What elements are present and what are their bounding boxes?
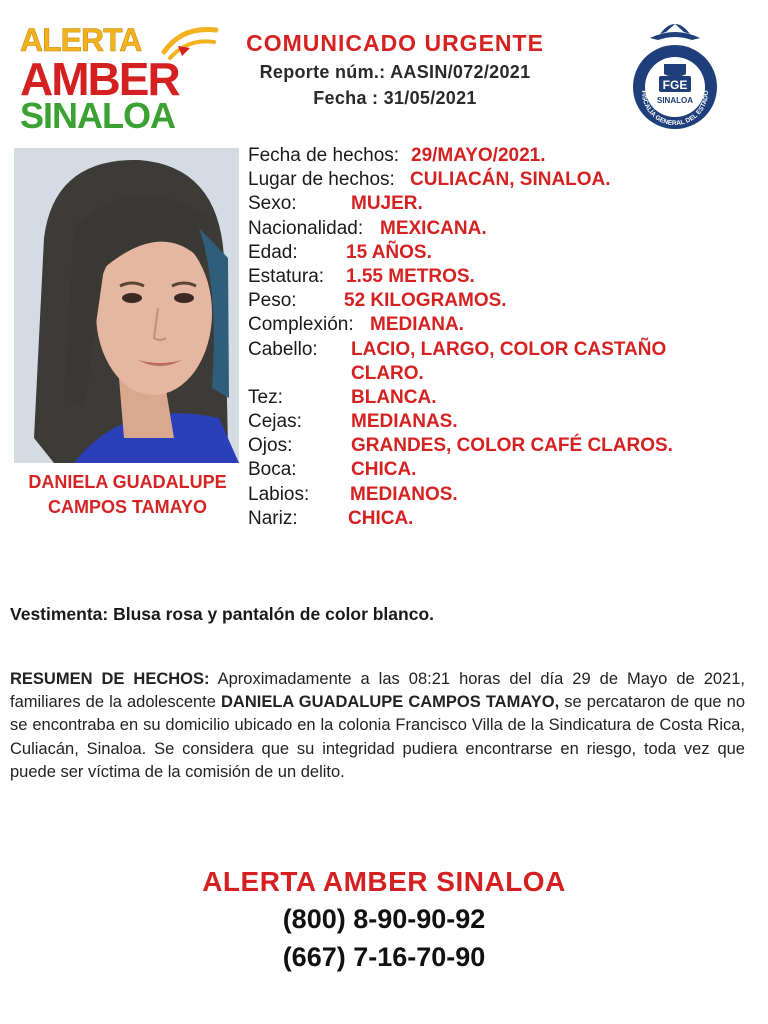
detail-value: MEDIANA. [370, 314, 464, 336]
seal-abbr: FGE [662, 78, 688, 92]
detail-value: CLARO. [351, 362, 424, 384]
detail-label: Cabello: [248, 338, 318, 360]
fge-seal-icon [620, 12, 730, 132]
fge-seal [620, 12, 730, 132]
clothing-description: Vestimenta: Blusa rosa y pantalón de color blanco. [10, 604, 434, 624]
detail-label: Boca: [248, 459, 297, 481]
detail-label: Nariz: [248, 507, 298, 529]
detail-value: MEDIANAS. [351, 411, 458, 433]
detail-value: CHICA. [348, 507, 414, 529]
detail-row [248, 313, 748, 337]
detail-label: Lugar de hechos: [248, 169, 395, 191]
detail-value: 52 KILOGRAMOS. [344, 290, 507, 312]
alerta-amber-logo [20, 22, 220, 136]
person-details-list [248, 144, 748, 531]
detail-value: CULIACÁN, SINALOA. [410, 169, 611, 191]
name-line-2: CAMPOS TAMAYO [47, 497, 207, 517]
detail-label: Tez: [248, 386, 283, 408]
detail-row [248, 217, 748, 241]
incident-summary [10, 668, 745, 784]
phone-number-1[interactable]: (800) 8-90-90-92 [282, 904, 486, 934]
detail-label: Edad: [248, 241, 298, 263]
logo-word-sinaloa: SINALOA [20, 95, 175, 136]
detail-label: Peso: [248, 290, 297, 312]
logo-swoosh-icon [160, 22, 220, 62]
detail-label: Cejas: [248, 411, 302, 433]
detail-row [248, 483, 748, 507]
missing-person-name [10, 470, 245, 520]
summary-text-part1: Aproximadamente a las 08:21 horas del día 29 de Mayo de 2021, familiares de la adolescente [10, 670, 745, 712]
report-number: Reporte núm.: AASIN/072/2021 [259, 62, 531, 82]
detail-value: GRANDES, COLOR CAFÉ CLAROS. [351, 435, 673, 457]
detail-label: Ojos: [248, 435, 293, 457]
summary-text-part2: se percataron de que no se encontraba en su domicilio ubicado en la colonia Francisco Villa de la Sindicatura de Costa Rica, Culiacán, Sinaloa. Se considera que su integridad pudiera encontrarse en riesgo, toda vez que puede ser víctima de la comisión de un delito. [10, 693, 745, 781]
detail-row [248, 265, 748, 289]
footer-title: ALERTA AMBER SINALOA [202, 866, 566, 897]
detail-value: MEXICANA. [380, 217, 487, 239]
detail-value: CHICA. [351, 459, 417, 481]
detail-row [248, 168, 748, 192]
portrait-image [14, 148, 239, 463]
detail-value: BLANCA. [351, 386, 437, 408]
name-line-1: DANIELA GUADALUPE [28, 472, 227, 492]
detail-label: Nacionalidad: [248, 217, 364, 239]
summary-label: RESUMEN DE HECHOS: [10, 670, 210, 688]
summary-person-name: DANIELA GUADALUPE CAMPOS TAMAYO, [221, 693, 560, 712]
detail-value: 29/MAYO/2021. [411, 145, 546, 166]
detail-label: Sexo: [248, 193, 297, 215]
detail-row [248, 192, 748, 216]
detail-row [248, 458, 748, 482]
missing-person-photo [14, 148, 239, 463]
detail-label: Complexión: [248, 314, 354, 336]
report-header [225, 30, 565, 109]
detail-value: MUJER. [351, 193, 423, 215]
detail-value: MEDIANOS. [350, 483, 458, 505]
seal-ring-text: FISCALÍA GENERAL DEL ESTADO [639, 90, 711, 128]
detail-value: 15 AÑOS. [346, 241, 432, 263]
detail-label: Estatura: [248, 265, 325, 287]
detail-row [248, 289, 748, 313]
seal-state: SINALOA [657, 96, 693, 105]
detail-row [248, 362, 748, 386]
logo-word-amber: AMBER [20, 53, 179, 105]
report-title: COMUNICADO URGENTE [246, 30, 544, 56]
detail-row [248, 386, 748, 410]
report-date: Fecha : 31/05/2021 [313, 88, 477, 108]
detail-row [248, 434, 748, 458]
detail-label: Labios: [248, 483, 310, 505]
detail-value: LACIO, LARGO, COLOR CASTAÑO [351, 338, 667, 360]
detail-label: Fecha de hechos: [248, 145, 400, 166]
detail-row [248, 144, 748, 168]
phone-number-2[interactable]: (667) 7-16-70-90 [282, 942, 486, 972]
detail-value: 1.55 METROS. [346, 265, 475, 287]
detail-row [248, 410, 748, 434]
detail-row [248, 241, 748, 265]
detail-row [248, 507, 748, 531]
contact-footer [0, 866, 768, 974]
logo-word-alerta: ALERTA [20, 22, 142, 58]
detail-row [248, 338, 748, 362]
